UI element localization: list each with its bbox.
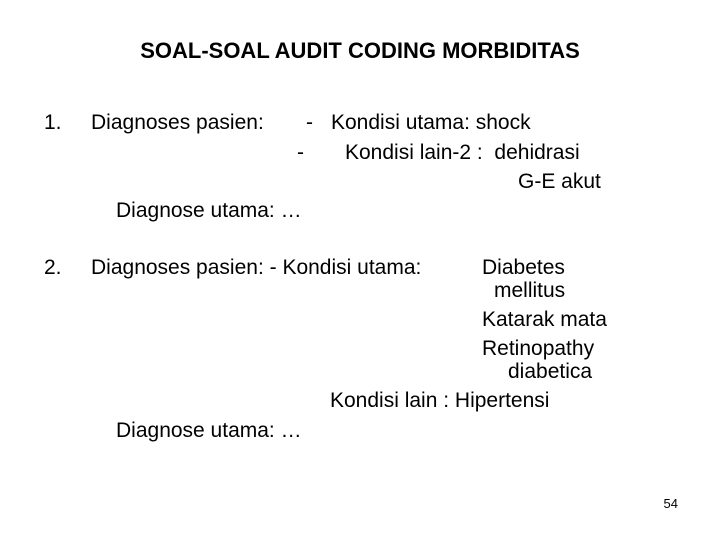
question-2-item-3-line-2: diabetica (508, 360, 593, 383)
question-2-item-3-line-1: Retinopathy (482, 337, 595, 360)
question-1-answer: Diagnose utama: … (116, 199, 302, 222)
question-2-number: 2. (44, 256, 62, 279)
question-2-answer: Diagnose utama: … (116, 419, 302, 442)
page-number: 54 (663, 496, 678, 511)
question-2-item-2: Katarak mata (482, 308, 607, 331)
question-2-kondisi-lain: Kondisi lain : Hipertensi (330, 389, 550, 412)
question-1-kondisi-lain-line-2: G-E akut (518, 170, 601, 193)
question-2-label: Diagnoses pasien: - Kondisi utama: (91, 256, 422, 279)
question-1-kondisi-lain-line-1: Kondisi lain-2 : dehidrasi (345, 141, 580, 164)
question-2-item-1-line-1: Diabetes (482, 256, 565, 279)
question-1-kondisi-utama: Kondisi utama: shock (331, 111, 531, 134)
question-1-label: Diagnoses pasien: (91, 111, 264, 134)
question-2-item-1-line-2: mellitus (494, 279, 566, 302)
question-1-number: 1. (44, 111, 62, 134)
slide-title: SOAL-SOAL AUDIT CODING MORBIDITAS (140, 38, 580, 63)
question-1-dash-1: - (306, 111, 313, 134)
question-1-dash-2: - (297, 141, 304, 164)
